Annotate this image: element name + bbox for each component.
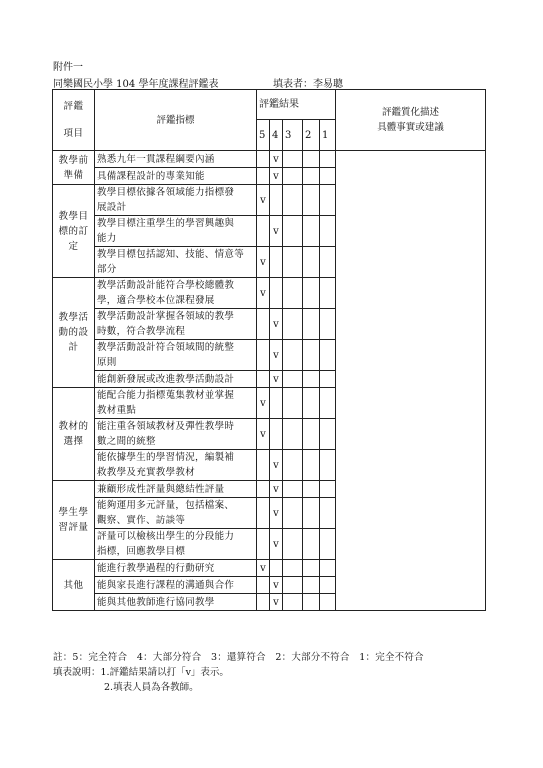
score-cell-3 xyxy=(283,278,303,309)
check-mark: v xyxy=(273,373,279,385)
score-cell-3 xyxy=(283,340,303,371)
score-cell-1 xyxy=(320,185,336,216)
category-cell xyxy=(53,185,95,278)
score-cell-5 xyxy=(257,577,270,594)
header-category-top: 評鑑 xyxy=(63,101,84,112)
score-cell-2 xyxy=(303,498,320,529)
indicator-line: 教學目標依據各領域能力指標發 xyxy=(97,187,235,198)
indicator-line: 能與其他教師進行協同教學 xyxy=(97,596,215,608)
filler-name: 填表者：李易聰 xyxy=(273,79,343,90)
indicator-line: 教材重點 xyxy=(97,405,137,416)
score-cell-5 xyxy=(257,216,270,247)
instruction-note-1: 填表說明：1.評鑑結果請以打「v」表示。 xyxy=(53,667,229,678)
score-cell-5 xyxy=(257,309,270,340)
score-cell-1 xyxy=(320,560,336,577)
check-mark: v xyxy=(273,349,279,361)
check-mark: v xyxy=(273,225,279,237)
header-indicator: 評鑑指標 xyxy=(95,90,257,151)
score-cell-4 xyxy=(270,560,283,577)
score-cell-3 xyxy=(283,388,303,419)
check-mark: v xyxy=(273,596,279,608)
indicator-line: 教學活動設計能符合學校總體教 xyxy=(97,280,235,291)
score-cell-4 xyxy=(270,247,283,278)
score-cell-3 xyxy=(283,151,303,168)
table-row xyxy=(53,151,486,168)
score-header-5: 5 xyxy=(257,120,270,151)
indicator-line: 教學活動設計掌握各領域的教學 xyxy=(97,311,235,322)
score-cell-5 xyxy=(257,247,270,278)
indicator-line: 觀察、實作、訪談等 xyxy=(97,515,186,526)
indicator-cell xyxy=(95,340,257,371)
category-line: 準備 xyxy=(63,169,84,181)
indicator-cell xyxy=(95,216,257,247)
score-cell-5 xyxy=(257,560,270,577)
score-cell-1 xyxy=(320,498,336,529)
score-cell-2 xyxy=(303,577,320,594)
indicator-cell xyxy=(95,450,257,481)
score-cell-4 xyxy=(270,278,283,309)
indicator-line: 時數，符合教學流程 xyxy=(97,326,186,337)
score-cell-1 xyxy=(320,278,336,309)
evaluation-table xyxy=(52,89,486,611)
score-cell-3 xyxy=(283,247,303,278)
score-cell-2 xyxy=(303,340,320,371)
table-body xyxy=(53,90,486,611)
score-legend: 註：5：完全符合 4：大部分符合 3：還算符合 2：大部分不符合 1：完全不符合 xyxy=(53,652,424,663)
category-cell xyxy=(53,388,95,481)
score-cell-5 xyxy=(257,481,270,498)
score-cell-5 xyxy=(257,278,270,309)
indicator-line: 教學活動設計符合領域間的統整 xyxy=(97,342,235,353)
header-row-1 xyxy=(53,90,486,120)
indicator-line: 學，適合學校本位課程發展 xyxy=(97,295,215,306)
score-cell-3 xyxy=(283,168,303,185)
check-mark: v xyxy=(260,194,266,206)
score-cell-1 xyxy=(320,529,336,560)
category-line: 教材的 xyxy=(58,421,89,432)
score-cell-1 xyxy=(320,481,336,498)
header-notes-line-1: 評鑑質化描述 xyxy=(381,107,439,118)
score-header-2: 2 xyxy=(303,120,320,151)
score-cell-4 xyxy=(270,481,283,498)
score-cell-3 xyxy=(283,309,303,340)
score-cell-5 xyxy=(257,151,270,168)
category-line: 動的設 xyxy=(58,327,89,338)
score-header-1: 1 xyxy=(320,120,336,151)
notes-cell[interactable] xyxy=(336,151,486,611)
category-cell xyxy=(53,151,95,185)
indicator-cell xyxy=(95,247,257,278)
score-cell-5 xyxy=(257,185,270,216)
score-cell-1 xyxy=(320,247,336,278)
score-cell-2 xyxy=(303,481,320,498)
score-cell-2 xyxy=(303,419,320,450)
indicator-cell xyxy=(95,419,257,450)
score-cell-1 xyxy=(320,340,336,371)
category-line: 定 xyxy=(68,240,79,252)
check-mark: v xyxy=(273,507,279,519)
indicator-line: 熟悉九年一貫課程綱要內涵 xyxy=(97,153,215,165)
score-cell-2 xyxy=(303,278,320,309)
indicator-line: 能依據學生的學習情況，編製補 xyxy=(97,452,235,463)
indicator-cell xyxy=(95,371,257,388)
score-cell-3 xyxy=(283,185,303,216)
score-cell-3 xyxy=(283,450,303,481)
indicator-line: 兼顧形成性評量與總結性評量 xyxy=(97,483,225,495)
indicator-line: 能夠運用多元評量，包括檔案、 xyxy=(97,500,235,511)
header-category xyxy=(53,90,95,151)
indicator-line: 部分 xyxy=(97,264,117,275)
score-cell-3 xyxy=(283,498,303,529)
score-cell-3 xyxy=(283,577,303,594)
header-results: 評鑑結果 xyxy=(257,90,336,120)
score-cell-5 xyxy=(257,168,270,185)
score-cell-2 xyxy=(303,216,320,247)
indicator-line: 能配合能力指標蒐集教材並掌握 xyxy=(97,390,235,401)
check-mark: v xyxy=(273,459,279,471)
score-cell-2 xyxy=(303,560,320,577)
score-cell-3 xyxy=(283,560,303,577)
score-cell-1 xyxy=(320,450,336,481)
indicator-cell xyxy=(95,185,257,216)
score-header-3: 3 xyxy=(283,120,303,151)
header-notes-line-2: 具體事實或建議 xyxy=(377,122,444,133)
score-cell-3 xyxy=(283,481,303,498)
check-mark: v xyxy=(273,579,279,591)
score-cell-5 xyxy=(257,498,270,529)
score-cell-4 xyxy=(270,577,283,594)
indicator-cell xyxy=(95,594,257,611)
score-cell-4 xyxy=(270,419,283,450)
check-mark: v xyxy=(260,256,266,268)
score-header-4: 4 xyxy=(270,120,283,151)
score-cell-5 xyxy=(257,371,270,388)
score-cell-1 xyxy=(320,577,336,594)
score-cell-2 xyxy=(303,168,320,185)
indicator-line: 數之間的統整 xyxy=(97,436,156,447)
score-cell-4 xyxy=(270,168,283,185)
score-cell-3 xyxy=(283,419,303,450)
category-line: 其他 xyxy=(63,579,84,591)
indicator-line: 能進行教學過程的行動研究 xyxy=(97,562,215,574)
check-mark: v xyxy=(260,562,266,574)
score-cell-2 xyxy=(303,529,320,560)
check-mark: v xyxy=(273,153,279,165)
score-cell-4 xyxy=(270,498,283,529)
check-mark: v xyxy=(260,287,266,299)
score-cell-4 xyxy=(270,371,283,388)
indicator-line: 教學目標注重學生的學習興趣與 xyxy=(97,218,235,229)
indicator-line: 救教學及充實教學教材 xyxy=(97,467,196,478)
indicator-line: 原則 xyxy=(97,357,117,368)
indicator-cell xyxy=(95,560,257,577)
check-mark: v xyxy=(273,318,279,330)
score-cell-5 xyxy=(257,594,270,611)
score-cell-5 xyxy=(257,450,270,481)
indicator-cell xyxy=(95,498,257,529)
check-mark: v xyxy=(273,170,279,182)
indicator-line: 能與家長進行課程的溝通與合作 xyxy=(97,579,235,591)
header-category-bottom: 項目 xyxy=(63,128,84,139)
category-cell xyxy=(53,481,95,560)
score-cell-1 xyxy=(320,216,336,247)
score-cell-1 xyxy=(320,388,336,419)
header-notes xyxy=(336,90,486,151)
instruction-note-2: 2.填表人員為各教師。 xyxy=(104,682,199,693)
category-cell xyxy=(53,560,95,611)
score-cell-2 xyxy=(303,450,320,481)
score-cell-3 xyxy=(283,216,303,247)
category-line: 教學目 xyxy=(58,210,89,222)
score-cell-4 xyxy=(270,185,283,216)
indicator-line: 能力 xyxy=(97,233,117,244)
form-title: 同樂國民小學 104 學年度課程評鑑表 xyxy=(53,79,219,90)
indicator-cell xyxy=(95,529,257,560)
score-cell-5 xyxy=(257,388,270,419)
score-cell-1 xyxy=(320,419,336,450)
score-cell-1 xyxy=(320,151,336,168)
score-cell-4 xyxy=(270,388,283,419)
category-line: 標的訂 xyxy=(58,225,89,237)
indicator-cell xyxy=(95,278,257,309)
score-cell-1 xyxy=(320,168,336,185)
indicator-line: 能創新發展或改進教學活動設計 xyxy=(97,373,235,385)
category-line: 選擇 xyxy=(63,436,84,447)
indicator-line: 教學目標包括認知、技能、情意等 xyxy=(97,249,245,260)
indicator-line: 指標，回應教學目標 xyxy=(97,546,186,557)
indicator-line: 具備課程設計的專業知能 xyxy=(97,170,205,182)
score-cell-2 xyxy=(303,309,320,340)
indicator-cell xyxy=(95,577,257,594)
indicator-cell xyxy=(95,388,257,419)
check-mark: v xyxy=(260,397,266,409)
category-line: 學生學 xyxy=(58,507,89,518)
score-cell-4 xyxy=(270,151,283,168)
score-cell-4 xyxy=(270,216,283,247)
category-line: 教學活 xyxy=(58,312,89,323)
score-cell-3 xyxy=(283,529,303,560)
indicator-cell xyxy=(95,151,257,168)
category-cell xyxy=(53,278,95,388)
score-cell-2 xyxy=(303,371,320,388)
score-cell-4 xyxy=(270,450,283,481)
score-cell-1 xyxy=(320,371,336,388)
indicator-line: 能注重各領域教材及彈性教學時 xyxy=(97,421,235,432)
check-mark: v xyxy=(273,538,279,550)
annex-label: 附件一 xyxy=(53,62,83,73)
indicator-cell xyxy=(95,481,257,498)
indicator-cell xyxy=(95,309,257,340)
score-cell-4 xyxy=(270,529,283,560)
score-cell-2 xyxy=(303,151,320,168)
score-cell-4 xyxy=(270,309,283,340)
check-mark: v xyxy=(260,428,266,440)
score-cell-5 xyxy=(257,529,270,560)
category-line: 教學前 xyxy=(58,154,89,166)
indicator-line: 展設計 xyxy=(97,202,127,213)
score-cell-2 xyxy=(303,185,320,216)
score-cell-1 xyxy=(320,594,336,611)
category-line: 計 xyxy=(68,342,79,353)
score-cell-4 xyxy=(270,340,283,371)
indicator-line: 評量可以檢核出學生的分段能力 xyxy=(97,531,235,542)
score-cell-3 xyxy=(283,594,303,611)
score-cell-3 xyxy=(283,371,303,388)
score-cell-5 xyxy=(257,340,270,371)
score-cell-2 xyxy=(303,594,320,611)
indicator-cell xyxy=(95,168,257,185)
score-cell-2 xyxy=(303,247,320,278)
score-cell-4 xyxy=(270,594,283,611)
score-cell-2 xyxy=(303,388,320,419)
score-cell-1 xyxy=(320,309,336,340)
category-line: 習評量 xyxy=(58,522,89,533)
check-mark: v xyxy=(273,483,279,495)
score-cell-5 xyxy=(257,419,270,450)
